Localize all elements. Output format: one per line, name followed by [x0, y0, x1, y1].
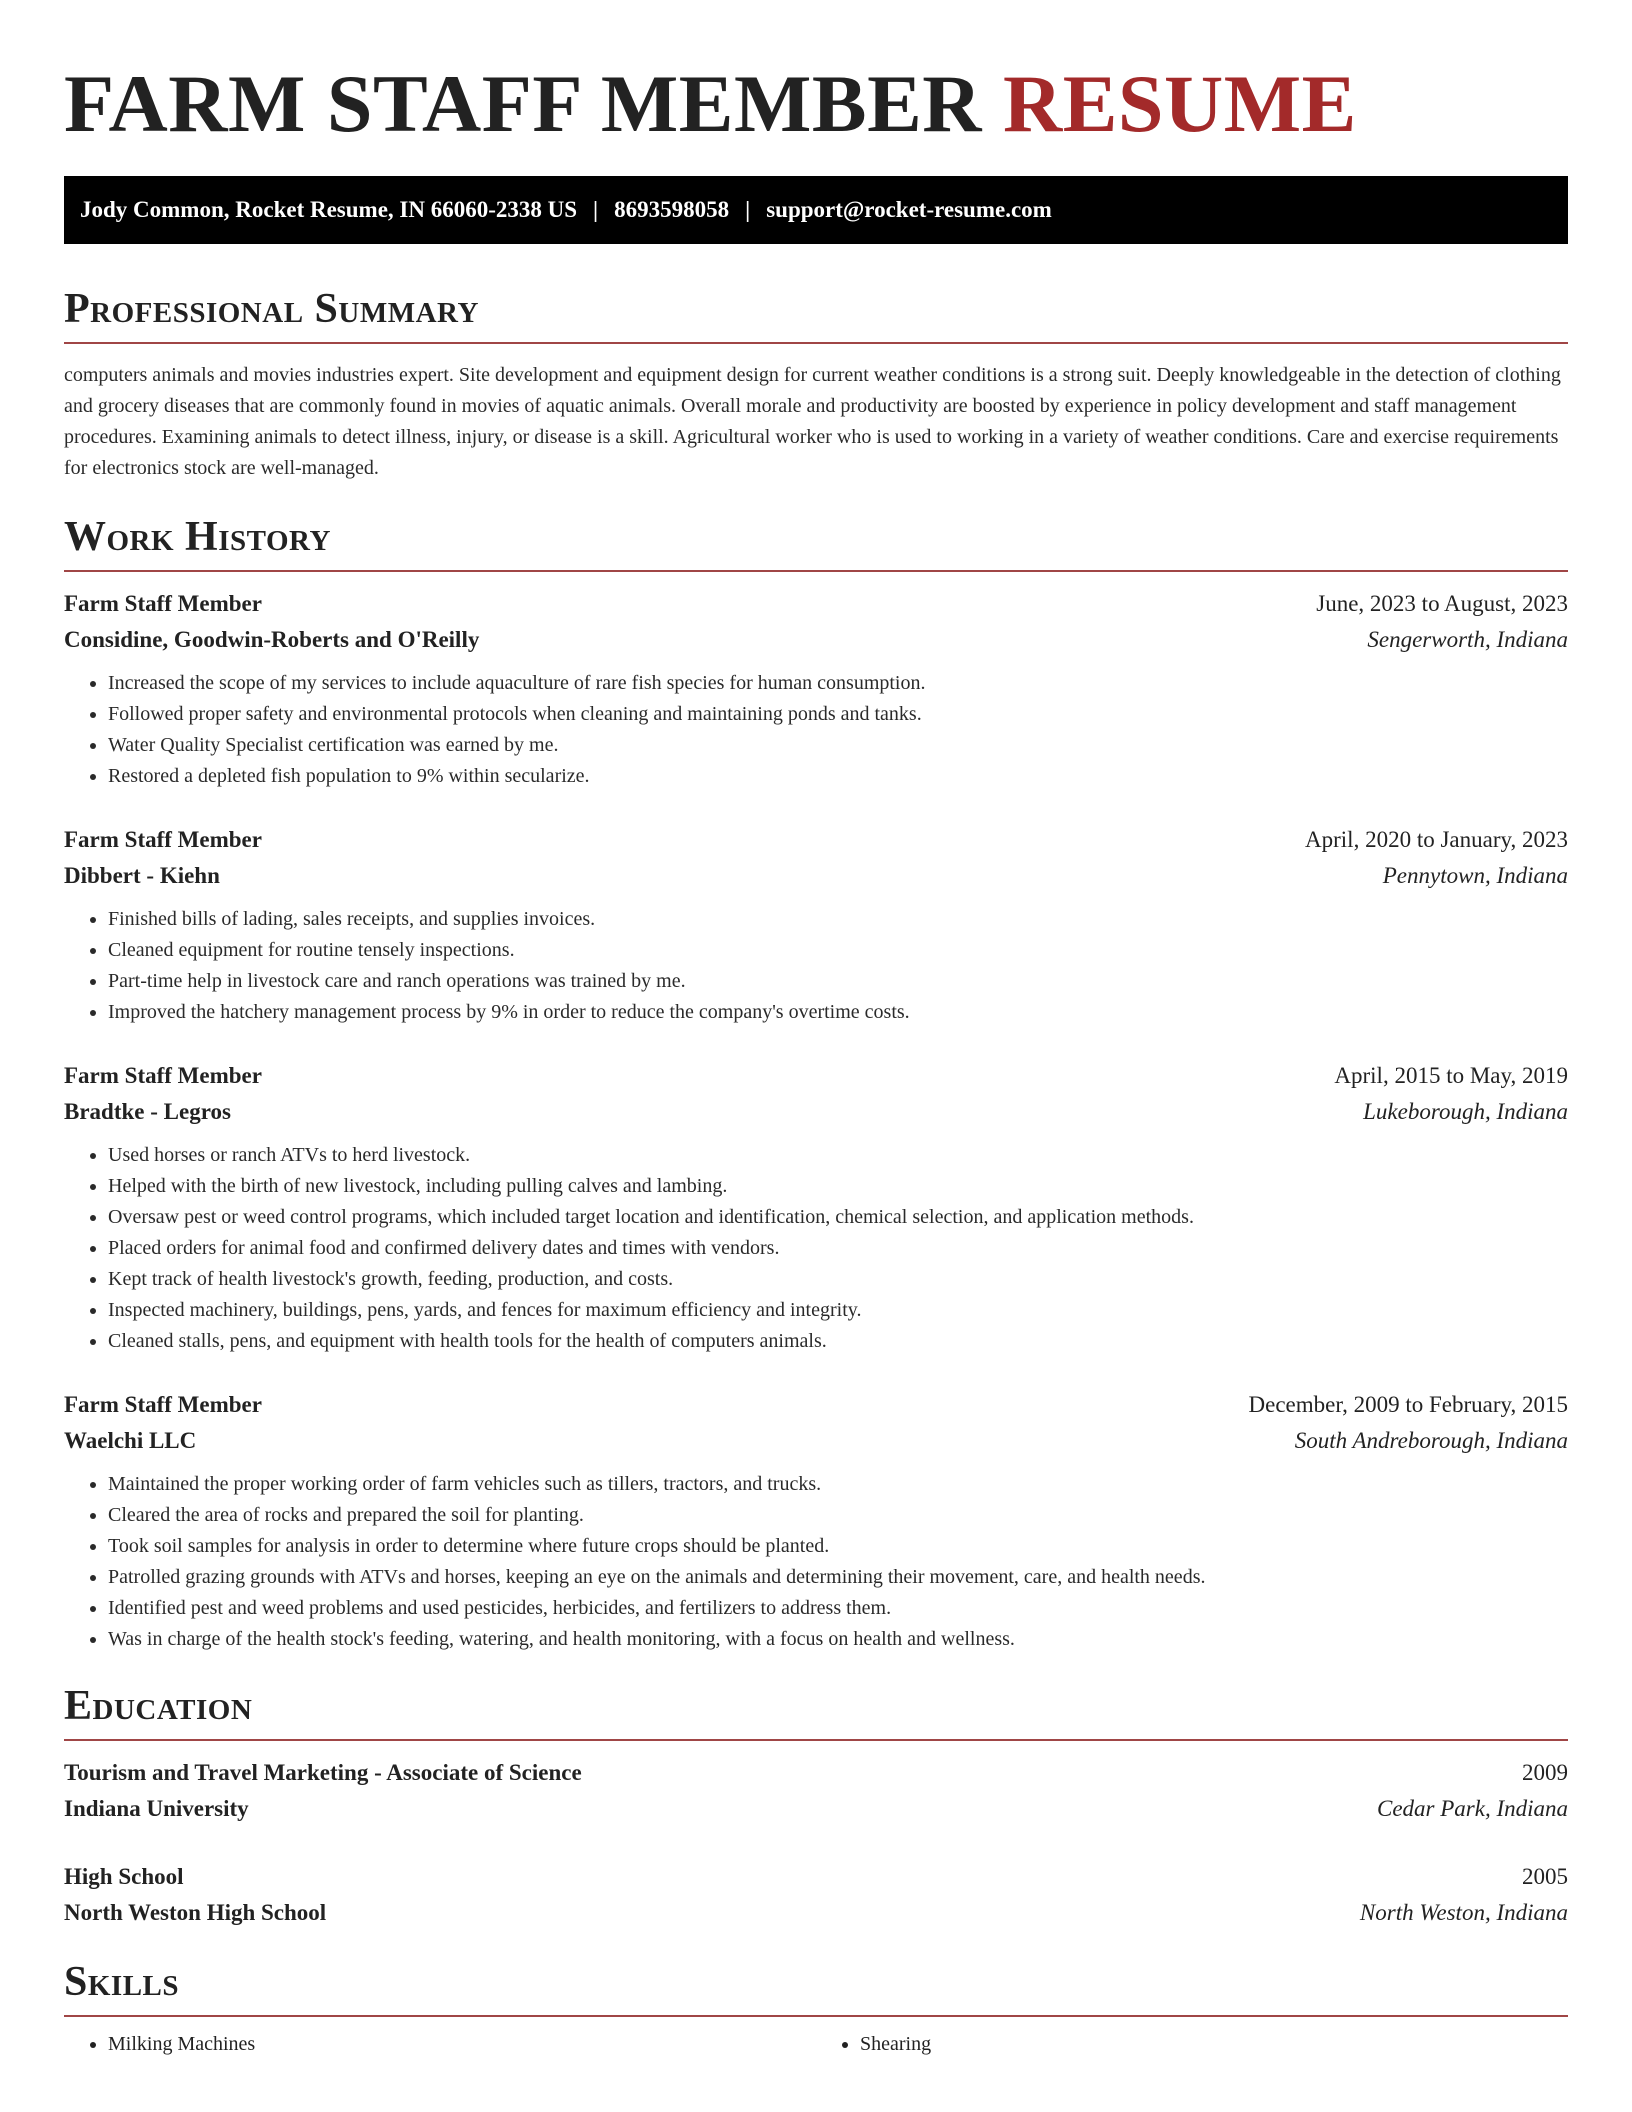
list-item: • Took soil samples for analysis in order to determine where future crops should be planted.: [108, 1531, 1568, 1562]
list-item: • Patrolled grazing grounds with ATVs and horses, keeping an eye on the animals and determining their movement, care, and health needs.: [108, 1562, 1568, 1593]
job-company-row: [64, 622, 1568, 658]
job-title: Farm Staff Member: [64, 827, 262, 852]
job-company-row: [64, 1423, 1568, 1459]
job-bullets: [64, 668, 1568, 792]
job-company: Dibbert - Kiehn: [64, 863, 220, 888]
list-item: • Placed orders for animal food and confirmed delivery dates and times with vendors.: [108, 1233, 1568, 1264]
job-entry: [64, 1387, 1568, 1655]
education-degree: High School: [64, 1864, 184, 1889]
skills-section: [64, 1957, 1568, 2060]
job-bullets: [64, 904, 1568, 1028]
education-header-row: [64, 1859, 1568, 1895]
list-item: • Cleared the area of rocks and prepared the soil for planting.: [108, 1500, 1568, 1531]
section-heading-summary: Professional Summary: [64, 286, 479, 332]
job-title: Farm Staff Member: [64, 591, 262, 616]
list-item: • Used horses or ranch ATVs to herd livestock.: [108, 1140, 1568, 1171]
education-school: North Weston High School: [64, 1900, 327, 1925]
education-year: 2009: [1522, 1760, 1568, 1785]
list-item: • Was in charge of the health stock's feeding, watering, and health monitoring, with a focus on health and wellness.: [108, 1624, 1568, 1655]
list-item: • Milking Machines: [108, 2029, 816, 2060]
contact-separator: |: [745, 197, 751, 222]
list-item: • Maintained the proper working order of farm vehicles such as tillers, tractors, and trucks.: [108, 1469, 1568, 1500]
section-divider: [64, 342, 1568, 344]
title-accent: RESUME: [1003, 58, 1357, 149]
page-title: [64, 0, 1568, 154]
education-section: [64, 1681, 1568, 1931]
summary-text: computers animals and movies industries expert. Site development and equipment design for current weather conditions is a strong suit. Deeply knowledgeable in the detection of clothing and grocery diseases that are commonly found in movies of aquatic animals. Overall morale and productivity are boosted by experience in policy development and staff management procedures. Examining animals to detect illness, injury, or disease is a skill. Agricultural worker who is used to working in a variety of weather conditions. Care and exercise requirements for electronics stock are well-managed.: [64, 364, 1561, 479]
education-location: North Weston, Indiana: [1359, 1900, 1568, 1925]
job-company-row: [64, 1094, 1568, 1130]
list-item: • Cleaned stalls, pens, and equipment with health tools for the health of computers animals.: [108, 1326, 1568, 1357]
job-entry: [64, 1058, 1568, 1357]
job-dates: June, 2023 to August, 2023: [1316, 591, 1568, 616]
job-company: Waelchi LLC: [64, 1428, 197, 1453]
job-dates: April, 2020 to January, 2023: [1305, 827, 1568, 852]
education-year: 2005: [1522, 1864, 1568, 1889]
list-item: • Restored a depleted fish population to 9% within secularize.: [108, 761, 1568, 792]
section-divider: [64, 2015, 1568, 2017]
list-item: • Increased the scope of my services to include aquaculture of rare fish species for human consumption.: [108, 668, 1568, 699]
summary-section: [64, 284, 1568, 484]
section-heading-skills: Skills: [64, 1959, 180, 2005]
list-item: • Improved the hatchery management process by 9% in order to reduce the company's overtime costs.: [108, 997, 1568, 1028]
job-title: Farm Staff Member: [64, 1392, 262, 1417]
job-entry: [64, 822, 1568, 1028]
skills-column-right: [816, 2029, 1568, 2060]
education-location: Cedar Park, Indiana: [1376, 1796, 1568, 1821]
contact-bar: [64, 176, 1568, 244]
list-item: • Water Quality Specialist certification was earned by me.: [108, 730, 1568, 761]
job-dates: April, 2015 to May, 2019: [1334, 1063, 1568, 1088]
title-main: FARM STAFF MEMBER: [64, 58, 982, 149]
education-entry: [64, 1755, 1568, 1827]
job-dates: December, 2009 to February, 2015: [1248, 1392, 1568, 1417]
section-divider: [64, 570, 1568, 572]
job-header-row: [64, 586, 1568, 622]
job-entry: [64, 586, 1568, 792]
job-location: South Andreborough, Indiana: [1294, 1428, 1568, 1453]
list-item: • Followed proper safety and environmental protocols when cleaning and maintaining ponds and tanks.: [108, 699, 1568, 730]
education-header-row: [64, 1755, 1568, 1791]
list-item: • Part-time help in livestock care and ranch operations was trained by me.: [108, 966, 1568, 997]
section-divider: [64, 1739, 1568, 1741]
work-history-section: [64, 512, 1568, 1655]
job-company-row: [64, 858, 1568, 894]
education-degree: Tourism and Travel Marketing - Associate of Science: [64, 1760, 582, 1785]
skills-column-left: [64, 2029, 816, 2060]
list-item: • Inspected machinery, buildings, pens, yards, and fences for maximum efficiency and integrity.: [108, 1295, 1568, 1326]
education-school-row: [64, 1895, 1568, 1931]
job-header-row: [64, 822, 1568, 858]
education-school-row: [64, 1791, 1568, 1827]
job-company: Considine, Goodwin-Roberts and O'Reilly: [64, 627, 480, 652]
job-location: Pennytown, Indiana: [1382, 863, 1568, 888]
skills-columns: [64, 2029, 1568, 2060]
list-item: • Oversaw pest or weed control programs, which included target location and identification, chemical selection, and application methods.: [108, 1202, 1568, 1233]
contact-address: Jody Common, Rocket Resume, IN 66060-2338 US: [80, 197, 578, 222]
job-company: Bradtke - Legros: [64, 1099, 231, 1124]
list-item: • Shearing: [860, 2029, 1568, 2060]
job-location: Sengerworth, Indiana: [1367, 627, 1568, 652]
list-item: • Identified pest and weed problems and used pesticides, herbicides, and fertilizers to address them.: [108, 1593, 1568, 1624]
job-title: Farm Staff Member: [64, 1063, 262, 1088]
job-bullets: [64, 1469, 1568, 1655]
education-school: Indiana University: [64, 1796, 249, 1821]
section-heading-education: Education: [64, 1683, 253, 1729]
list-item: • Cleaned equipment for routine tensely inspections.: [108, 935, 1568, 966]
job-bullets: [64, 1140, 1568, 1357]
list-item: • Finished bills of lading, sales receipts, and supplies invoices.: [108, 904, 1568, 935]
list-item: • Helped with the birth of new livestock, including pulling calves and lambing.: [108, 1171, 1568, 1202]
list-item: • Kept track of health livestock's growth, feeding, production, and costs.: [108, 1264, 1568, 1295]
job-header-row: [64, 1387, 1568, 1423]
contact-phone: 8693598058: [614, 197, 730, 222]
education-entry: [64, 1859, 1568, 1931]
contact-separator: |: [593, 197, 599, 222]
contact-email: support@rocket-resume.com: [766, 197, 1052, 222]
job-header-row: [64, 1058, 1568, 1094]
section-heading-work: Work History: [64, 514, 331, 560]
job-location: Lukeborough, Indiana: [1363, 1099, 1568, 1124]
